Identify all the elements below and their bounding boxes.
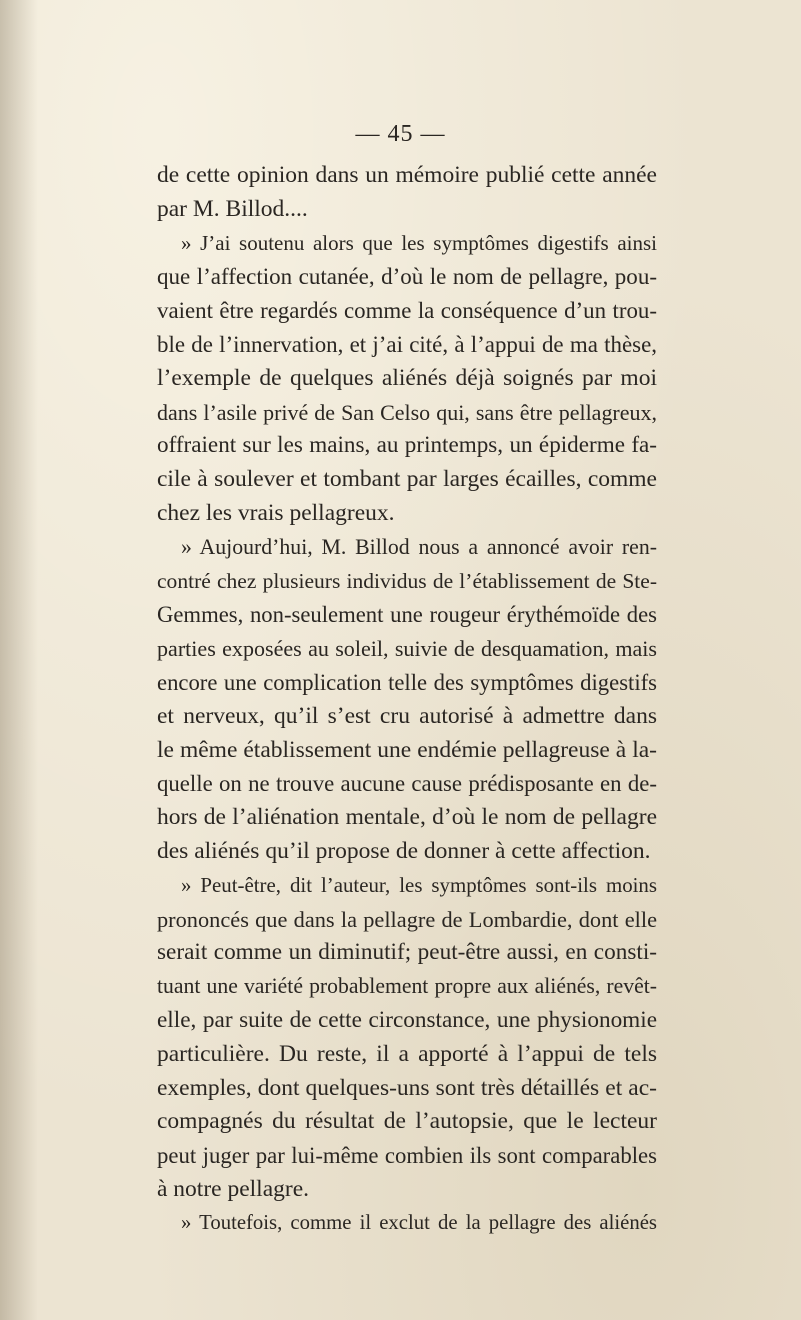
text-line: quelle on ne trouve aucune cause prédisposante en de- (157, 771, 657, 797)
text-line: compagnés du résultat de l’autopsie, que le lecteur (157, 1108, 657, 1135)
text-line: » J’ai soutenu alors que les symptômes digestifs ainsi (181, 230, 657, 255)
text-line: l’exemple de quelques aliénés déjà soignés par moi (157, 364, 657, 391)
text-line: et nerveux, qu’il s’est cru autorisé à admettre dans (157, 702, 657, 729)
text-line: elle, par suite de cette circonstance, une physionomie (157, 1006, 657, 1033)
text-line: » Aujourd’hui, M. Billod nous a annoncé avoir ren- (181, 534, 657, 559)
text-line: parties exposées au soleil, suivie de desquamation, mais (157, 636, 657, 662)
page-number: — 45 — (355, 121, 446, 147)
text-line: serait comme un diminutif; peut-être aussi, en consti- (157, 939, 657, 966)
text-line: offraient sur les mains, au printemps, un épiderme fa- (157, 432, 657, 459)
text-line: ble de l’innervation, et j’ai cité, à l’appui de ma thèse, (157, 331, 657, 357)
text-line: particulière. Du reste, il a apporté à l’appui de tels (157, 1040, 657, 1067)
text-line: prononcés que dans la pellagre de Lombardie, dont elle (157, 906, 657, 932)
text-line: chez les vrais pellagreux. (157, 499, 395, 526)
text-line: à notre pellagre. (157, 1175, 310, 1202)
text-line: exemples, dont quelques-uns sont très détaillés et ac- (157, 1074, 657, 1101)
text-line: par M. Billod.... (157, 195, 308, 222)
text-line: des aliénés qu’il propose de donner à cette affection. (157, 837, 651, 864)
text-line: vaient être regardés comme la conséquence d’un trou- (157, 298, 657, 324)
text-line: contré chez plusieurs individus de l’établissement de Ste- (157, 568, 657, 593)
text-line: » Peut-être, dit l’auteur, les symptômes sont-ils moins (181, 872, 657, 897)
text-line: encore une complication telle des symptômes digestifs (157, 669, 657, 695)
text-line: de cette opinion dans un mémoire publié cette année (157, 162, 657, 188)
text-line: Gemmes, non-seulement une rougeur érythémoïde des (157, 602, 657, 628)
text-line: dans l’asile privé de San Celso qui, sans être pellagreux, (157, 399, 657, 425)
text-line: peut juger par lui-même combien ils sont comparables (157, 1143, 657, 1169)
text-line: » Toutefois, comme il exclut de la pellagre des aliénés (181, 1211, 657, 1234)
text-line: que l’affection cutanée, d’où le nom de pellagre, pou- (157, 263, 657, 290)
page-edge-shadow (0, 0, 38, 1320)
body-text (157, 159, 657, 1241)
text-line: le même établissement une endémie pellagreuse à la- (157, 736, 657, 763)
text-line: tuant une variété probablement propre aux aliénés, revêt- (157, 974, 657, 999)
text-line: cile à soulever et tombant par larges écailles, comme (157, 466, 657, 493)
text-line: hors de l’aliénation mentale, d’où le nom de pellagre (157, 804, 657, 831)
